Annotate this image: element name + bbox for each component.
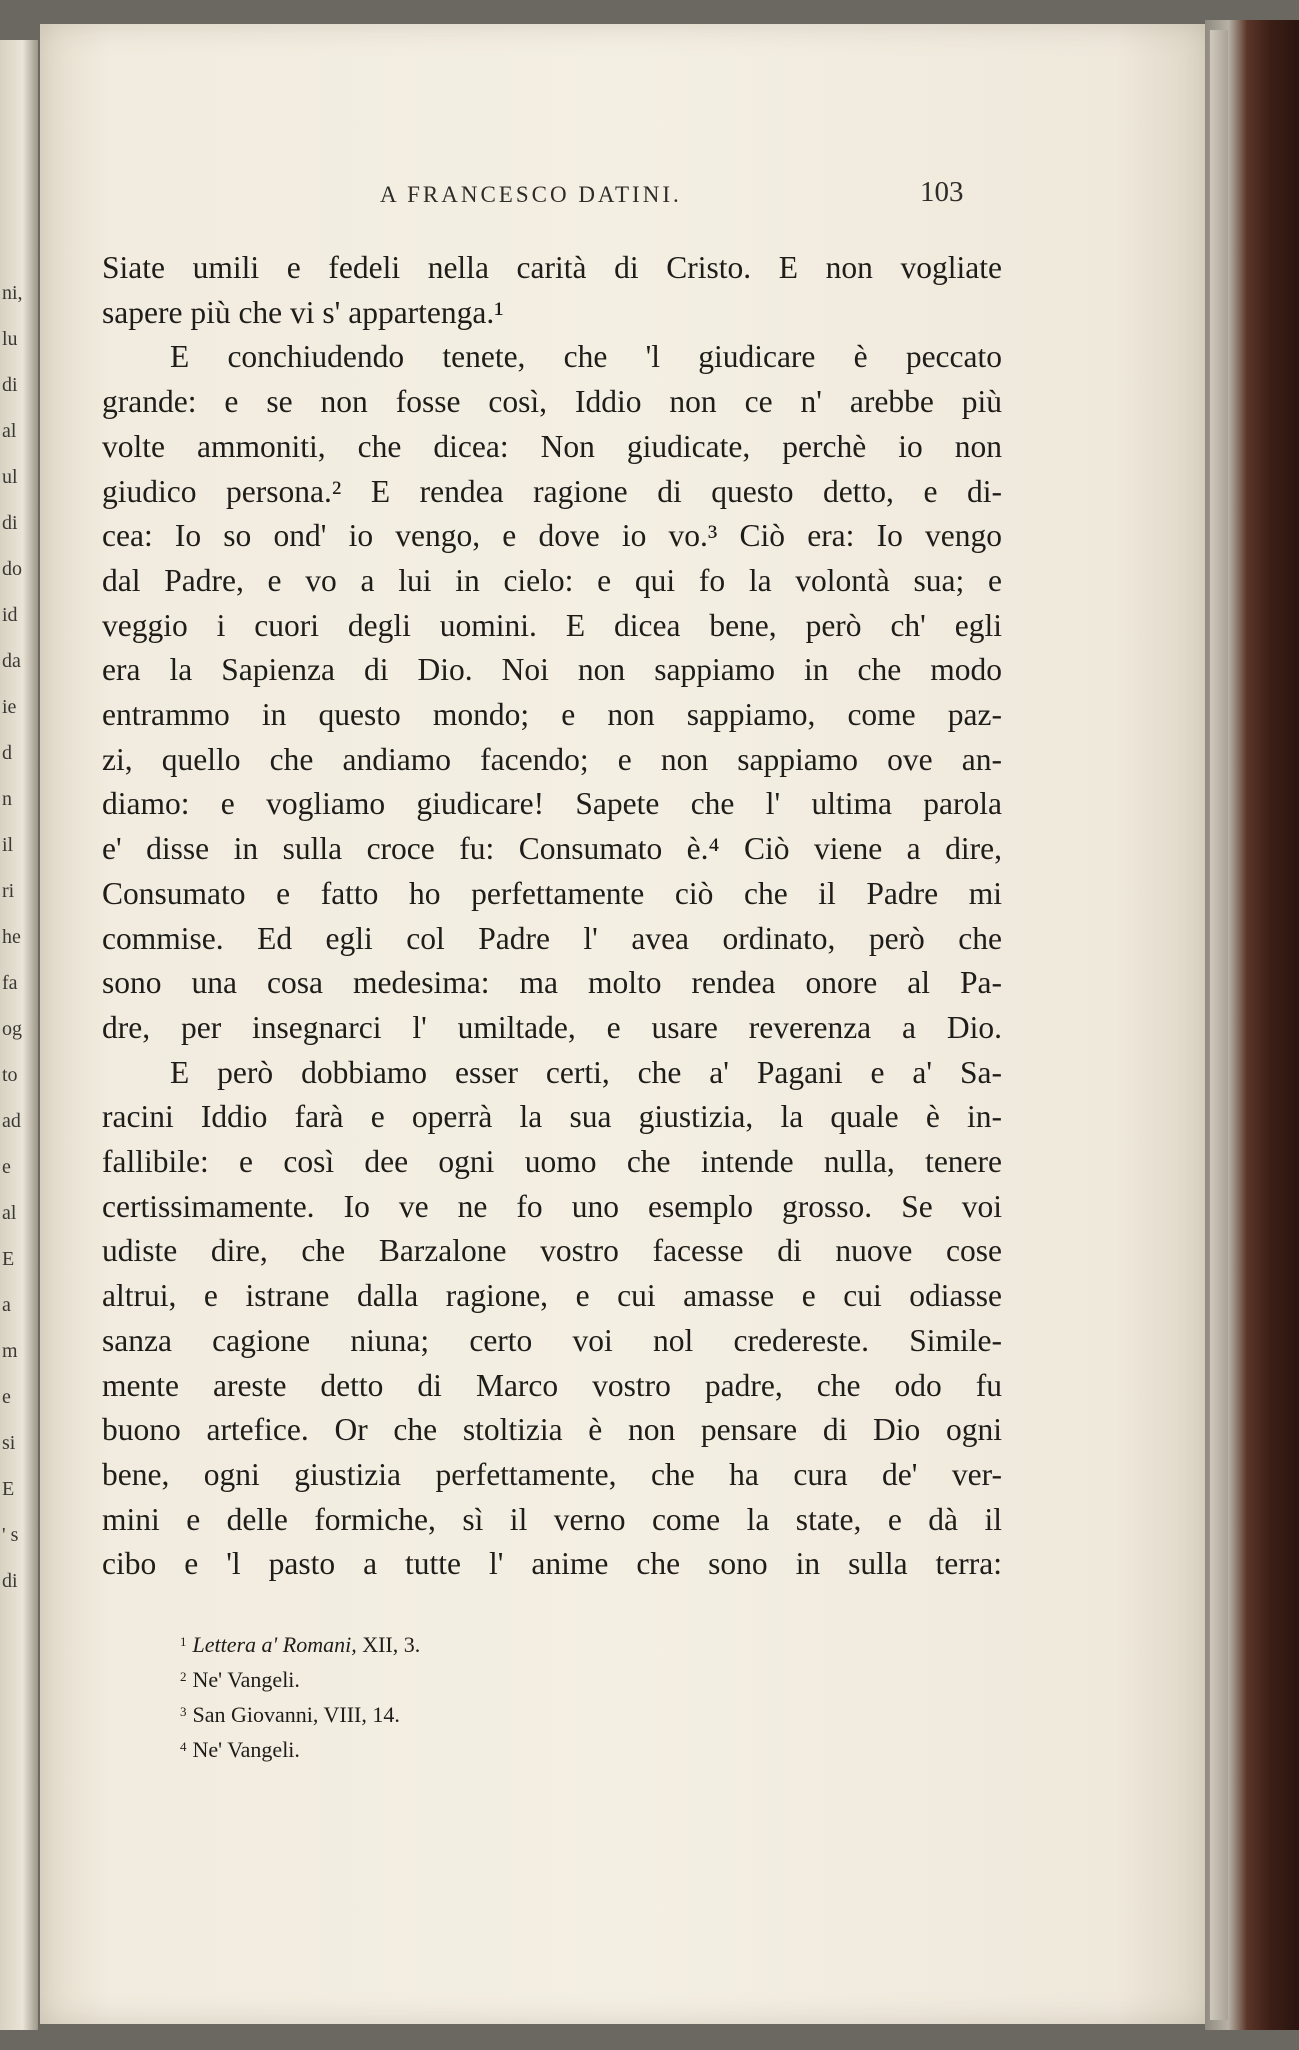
adjacent-page-fragment: ad: [2, 1110, 21, 1132]
text-line: racini Iddio farà e operrà la sua giustizia, la quale è in-: [102, 1099, 1002, 1135]
text-line: fallibile: e così dee ogni uomo che intende nulla, tenere: [102, 1144, 1002, 1180]
adjacent-page-fragment: ul: [2, 466, 18, 488]
page-number: 103: [920, 176, 964, 208]
footnote-mark: 4: [180, 1739, 187, 1754]
text-line: cea: Io so ond' io vengo, e dove io vo.³ Ciò era: Io vengo: [102, 518, 1002, 554]
footnote-mark: 1: [180, 1634, 187, 1649]
footnote: [180, 1696, 680, 1731]
text-line: udiste dire, che Barzalone vostro facesse di nuove cose: [102, 1233, 1002, 1269]
adjacent-page-fragments: [2, 270, 32, 1604]
running-title: A FRANCESCO DATINI.: [380, 182, 682, 207]
adjacent-page-fragment: ie: [2, 696, 17, 718]
binding-cloth: [1210, 30, 1228, 2020]
adjacent-page-fragment: fa: [2, 972, 18, 994]
adjacent-page-fragment: al: [2, 1202, 17, 1224]
text-line: entrammo in questo mondo; e non sappiamo, come paz-: [102, 697, 1002, 733]
adjacent-page-fragment: he: [2, 926, 21, 948]
adjacent-page-fragment: ' s: [2, 1524, 19, 1546]
adjacent-page-fragment: ni,: [2, 282, 23, 304]
adjacent-page-fragment: og: [2, 1018, 22, 1040]
adjacent-page-fragment: si: [2, 1432, 16, 1454]
text-line: giudico persona.² E rendea ragione di questo detto, e di-: [102, 473, 1002, 509]
adjacent-page-fragment: id: [2, 604, 18, 626]
text-line: diamo: e vogliamo giudicare! Sapete che l' ultima parola: [102, 786, 1002, 822]
text-line: volte ammoniti, che dicea: Non giudicate, perchè io non: [102, 428, 1002, 464]
adjacent-page-fragment: il: [2, 834, 14, 856]
text-line: grande: e se non fosse così, Iddio non ce n' arebbe più: [102, 384, 1002, 420]
book-page: [40, 24, 1210, 2024]
adjacent-page-fragment: to: [2, 1064, 18, 1086]
footnotes: [180, 1626, 680, 1766]
text-line: E conchiudendo tenete, che 'l giudicare è peccato: [170, 339, 1002, 375]
adjacent-page-fragment: a: [2, 1294, 11, 1316]
adjacent-page-fragment: n: [2, 788, 12, 810]
footnote: [180, 1661, 680, 1696]
text-line: certissimamente. Io ve ne fo uno esemplo grosso. Se voi: [102, 1188, 1002, 1224]
footnote-text: San Giovanni, VIII, 14.: [192, 1702, 400, 1727]
adjacent-page-fragment: e: [2, 1156, 11, 1178]
body-text: [102, 246, 1002, 1587]
text-line: altrui, e istrane dalla ragione, e cui amasse e cui odiasse: [102, 1278, 1002, 1314]
text-line: cibo e 'l pasto a tutte l' anime che sono in sulla terra:: [102, 1546, 1002, 1582]
text-line: sanza cagione niuna; certo voi nol credereste. Simile-: [102, 1322, 1002, 1358]
footnote: [180, 1626, 680, 1661]
text-line: dre, per insegnarci l' umiltade, e usare reverenza a Dio.: [102, 1009, 1002, 1045]
text-line: commise. Ed egli col Padre l' avea ordinato, però che: [102, 920, 1002, 956]
text-line: veggio i cuori degli uomini. E dicea bene, però ch' egli: [102, 607, 1002, 643]
adjacent-page-fragment: di: [2, 1570, 18, 1592]
adjacent-page-fragment: d: [2, 742, 12, 764]
adjacent-page-fragment: ri: [2, 880, 15, 902]
text-line: era la Sapienza di Dio. Noi non sappiamo in che modo: [102, 652, 1002, 688]
footnote-mark: 2: [180, 1669, 187, 1684]
adjacent-page-fragment: do: [2, 558, 22, 580]
text-line: mini e delle formiche, sì il verno come la state, e dà il: [102, 1501, 1002, 1537]
text-line: dal Padre, e vo a lui in cielo: e qui fo la volontà sua; e: [102, 562, 1002, 598]
adjacent-page-fragment: di: [2, 512, 18, 534]
text-line: e' disse in sulla croce fu: Consumato è.⁴ Ciò viene a dire,: [102, 831, 1002, 867]
text-line: Consumato e fatto ho perfettamente ciò che il Padre mi: [102, 875, 1002, 911]
footnote-citation: Lettera a' Romani,: [192, 1632, 357, 1657]
text-line: E però dobbiamo esser certi, che a' Pagani e a' Sa-: [170, 1054, 1002, 1090]
adjacent-page-fragment: di: [2, 374, 18, 396]
text-line: sono una cosa medesima: ma molto rendea onore al Pa-: [102, 965, 1002, 1001]
footnote-mark: 3: [180, 1704, 187, 1719]
adjacent-page-fragment: al: [2, 420, 17, 442]
adjacent-page-fragment: e: [2, 1386, 11, 1408]
adjacent-page-edge: [0, 40, 38, 2030]
text-line: bene, ogni giustizia perfettamente, che ha cura de' ver-: [102, 1456, 1002, 1492]
text-line: mente areste detto di Marco vostro padre, che odo fu: [102, 1367, 1002, 1403]
page-header: [40, 176, 1210, 216]
footnote-text: Ne' Vangeli.: [192, 1737, 300, 1762]
footnote: [180, 1731, 680, 1766]
text-line: buono artefice. Or che stoltizia è non pensare di Dio ogni: [102, 1412, 1002, 1448]
adjacent-page-fragment: E: [2, 1478, 15, 1500]
text-line: zi, quello che andiamo facendo; e non sappiamo ove an-: [102, 741, 1002, 777]
footnote-text: Ne' Vangeli.: [192, 1667, 300, 1692]
text-line: Siate umili e fedeli nella carità di Cristo. E non vogliate: [102, 250, 1002, 285]
adjacent-page-fragment: da: [2, 650, 21, 672]
text-line: sapere più che vi s' appartenga.¹: [102, 294, 504, 330]
adjacent-page-fragment: m: [2, 1340, 18, 1362]
adjacent-page-fragment: lu: [2, 328, 18, 350]
adjacent-page-fragment: E: [2, 1248, 15, 1270]
footnote-text: XII, 3.: [356, 1632, 421, 1657]
